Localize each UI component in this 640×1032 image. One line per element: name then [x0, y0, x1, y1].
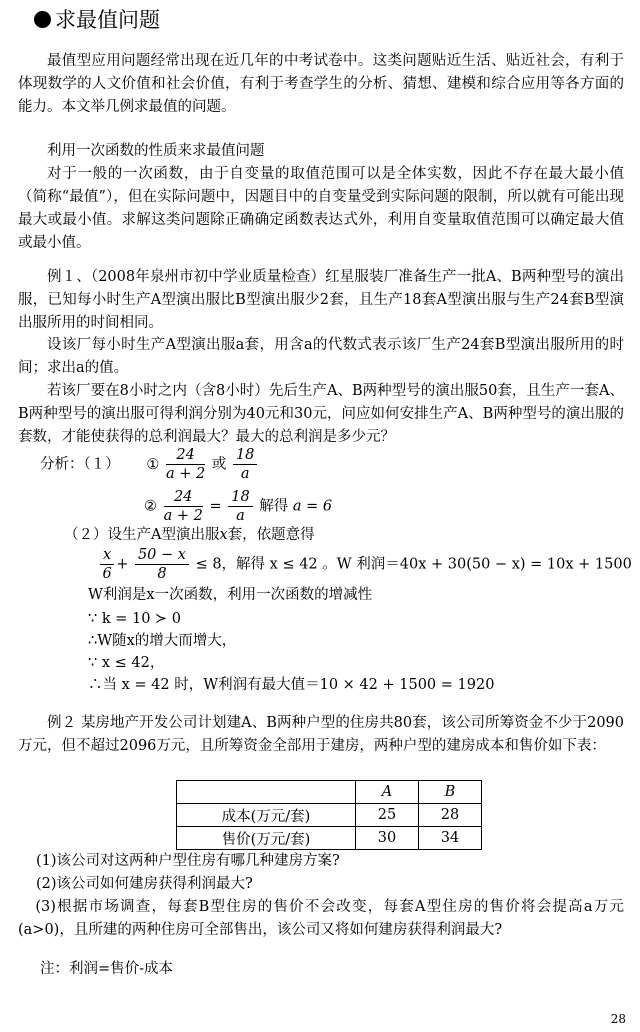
page-title: 求最值问题: [34, 4, 160, 34]
analysis-step1: W利润是x一次函数，利用一次函数的增减性: [88, 587, 373, 603]
section1-heading: 利用一次函数的性质来求最值问题: [47, 143, 265, 159]
cost-price-table: [176, 780, 482, 850]
analysis-step5: ∴当 x = 42 时，W利润有最大值＝10 × 42 + 1500 = 1920: [88, 677, 495, 693]
section1-body: 对于一般的一次函数，由于自变量的取值范围可以是全体实数，因此不存在最大最小值（简称“最值”），但在实际问题中，因题目中的自变量受到实际问题的限制，所以就有可能出现最大或最小值。求解这类问题除正确确定函数表达式外，利用自变量取值范围可以确定最大值或最小值。: [18, 166, 624, 251]
fraction-24-over-a-plus-2: $\frac{24}{a + 2}$: [165, 447, 206, 482]
analysis-equation: ② $\frac{24}{a + 2}$ = $\frac{18}{a}$ 解得 a = 6: [144, 489, 333, 524]
analysis-step2: ∵ k = 10 ≻ 0: [88, 611, 182, 627]
table-header-row: A B: [177, 781, 482, 804]
example1-question2: 若该厂要在8小时之内（含8小时）先后生产A、B两种型号的演出服50套，且生产一套A、B两种型号的演出服可得利润分别为40元和30元，问应如何安排生产A、B两种型号的演出服的套数，才能使获得的总利润最大？最大的总利润是多少元？: [18, 383, 624, 445]
intro-paragraph: 最值型应用问题经常出现在近几年的中考试卷中。这类问题贴近生活、贴近社会，有利于体现数学的人文价值和社会价值，有利于考查学生的分析、猜想、建模和综合应用等各方面的能力。本文举几例求最值的问题。: [18, 53, 624, 115]
analysis-part2: （２）设生产A型演出服x套，依题意得: [64, 527, 315, 543]
question-2: (2)该公司如何建房获得利润最大?: [36, 876, 253, 892]
question-1: (1)该公司对这两种户型住房有哪几种建房方案?: [36, 853, 340, 869]
analysis-part1: 分析：（１） ① $\frac{24}{a + 2}$ 或 $\frac{18}{a}$: [40, 446, 259, 483]
page-number: 28: [610, 1012, 626, 1026]
analysis-step3: ∴W随x的增大而增大，: [88, 633, 237, 649]
analysis-step4: ∵ x ≤ 42，: [88, 655, 165, 671]
analysis-inequality: $\frac{x}{6}$ + $\frac{50 - x}{8}$ ≤ 8，解得 x ≤ 42 。W 利润＝40x + 30(50 − x) = 10x + 1500: [98, 546, 632, 583]
table-row: 售价(万元/套) 30 34: [177, 827, 482, 850]
bullet-icon: [34, 11, 51, 28]
example2-text: 例２ 某房地产开发公司计划建A、B两种户型的住房共80套，该公司所筹资金不少于2090万元，但不超过2096万元，且所筹资金全部用于建房，两种户型的建房成本和售价如下表：: [18, 715, 624, 754]
question-3: (3)根据市场调查，每套B型住房的售价不会改变，每套A型住房的售价将会提高a万元(a>0)，且所建的两种住房可全部售出，该公司又将如何建房获得利润最大?: [18, 899, 624, 938]
fraction-18-over-a: $\frac{18}{a}$: [233, 446, 257, 483]
example1-text: 例１、（2008年泉州市初中学业质量检查）红星服装厂准备生产一批A、B两种型号的演出服，已知每小时生产A型演出服比B型演出服少2套，且生产18套A型演出服与生产24套B型演出服所用的时间相同。: [18, 269, 624, 331]
example1-question1: 设该厂每小时生产A型演出服a套，用含a的代数式表示该厂生产24套B型演出服所用的时间；求出a的值。: [18, 337, 624, 376]
note: 注：利润=售价-成本: [40, 961, 174, 977]
table-row: 成本(万元/套) 25 28: [177, 804, 482, 827]
